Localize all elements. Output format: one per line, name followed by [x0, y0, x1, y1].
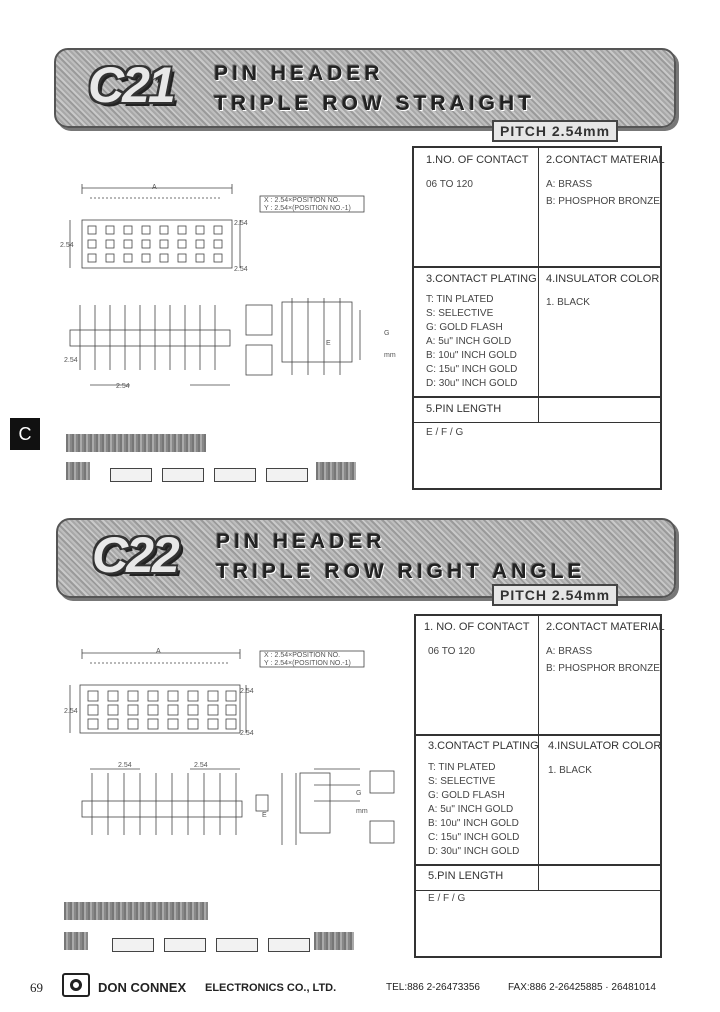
c21-dim-254-right-bottom: 2.54: [234, 266, 248, 273]
c21-plating-g: G: GOLD FLASH: [426, 322, 503, 333]
c21-contact-material-header: 2.CONTACT MATERIAL: [546, 154, 665, 166]
company-tel: TEL:886 2-26473356: [386, 982, 480, 993]
c21-material-b: B: PHOSPHOR BRONZE: [546, 196, 660, 207]
c21-technical-drawing: [60, 180, 410, 395]
c22-label-mm: mm: [356, 808, 368, 815]
company-fax: FAX:886 2-26425885 · 26481014: [508, 982, 656, 993]
c22-ordering-title-bar: [64, 902, 208, 920]
c21-order-field-4: [266, 468, 308, 482]
c22-insulator-header: 4.INSULATOR COLOR: [548, 740, 662, 752]
c22-plating-d: D: 30u" INCH GOLD: [428, 846, 520, 857]
c21-contact-no-value: 06 TO 120: [426, 179, 473, 190]
c21-insulator-header: 4.INSULATOR COLOR: [546, 273, 660, 285]
c22-title-line1: PIN HEADER: [216, 530, 386, 553]
c21-dim-254-bottom: 2.54: [116, 383, 130, 390]
c22-technical-drawing: [60, 645, 410, 865]
company-logo-icon: [62, 973, 90, 997]
company-name: DON CONNEX: [98, 980, 187, 995]
c22-y-formula: Y : 2.54×(POSITION NO.-1): [264, 660, 351, 667]
c21-dim-254-left: 2.54: [60, 242, 74, 249]
c21-pin-length-header: 5.PIN LENGTH: [426, 403, 502, 415]
c21-dim-254-right-top: 2.54: [234, 220, 248, 227]
c21-order-field-2: [162, 468, 204, 482]
c22-insulator-black: 1. BLACK: [548, 765, 592, 776]
c21-x-formula: X : 2.54×POSITION NO.: [264, 197, 341, 204]
c22-material-a: A: BRASS: [546, 646, 593, 657]
c22-order-field-3: [216, 938, 258, 952]
c22-order-field-2: [164, 938, 206, 952]
c22-plating-header: 3.CONTACT PLATING: [428, 740, 539, 752]
c22-pitch-badge: PITCH 2.54mm: [492, 584, 618, 606]
c21-dim-a: A: [152, 184, 157, 191]
c22-order-field-4: [268, 938, 310, 952]
c21-order-field-1: [110, 468, 152, 482]
c22-pin-length-value: E / F / G: [428, 893, 466, 904]
c22-plating-a: A: 5u" INCH GOLD: [428, 804, 514, 815]
c22-dim-254-left: 2.54: [64, 708, 78, 715]
c21-plating-b: B: 10u" INCH GOLD: [426, 350, 517, 361]
c22-ordering-prefix: [64, 932, 88, 950]
c22-material-b: B: PHOSPHOR BRONZE: [546, 663, 660, 674]
c21-pitch-badge: PITCH 2.54mm: [492, 120, 618, 142]
c21-contact-no-header: 1.NO. OF CONTACT: [426, 154, 529, 166]
c22-plating-s: S: SELECTIVE: [428, 776, 496, 787]
c22-ordering-suffix: [314, 932, 354, 950]
c21-pin-length-value: E / F / G: [426, 427, 464, 438]
c22-plating-b: B: 10u" INCH GOLD: [428, 818, 519, 829]
section-tab-c: C: [10, 418, 40, 450]
c21-order-field-3: [214, 468, 256, 482]
c21-plating-t: T: TIN PLATED: [426, 294, 494, 305]
c21-plating-d: D: 30u" INCH GOLD: [426, 378, 518, 389]
c21-plating-c: C: 15u" INCH GOLD: [426, 364, 518, 375]
c21-label-g: G: [384, 330, 390, 337]
page-number: 69: [30, 980, 43, 995]
c22-contact-material-header: 2.CONTACT MATERIAL: [546, 621, 665, 633]
c22-plating-g: G: GOLD FLASH: [428, 790, 505, 801]
c21-plating-a: A: 5u" INCH GOLD: [426, 336, 512, 347]
c22-dim-a: A: [156, 648, 161, 655]
c21-label-mm: mm: [384, 352, 396, 359]
c22-label-e: E: [262, 812, 267, 819]
c21-title-line1: PIN HEADER: [214, 62, 384, 85]
c22-contact-no-header: 1. NO. OF CONTACT: [424, 621, 530, 633]
c22-title-line2: TRIPLE ROW RIGHT ANGLE: [216, 560, 586, 583]
c21-ordering-title-bar: [66, 434, 206, 452]
c21-dim-254-side: 2.54: [64, 357, 78, 364]
company-suffix: ELECTRONICS CO., LTD.: [205, 982, 337, 994]
c22-dim-254-right-bottom: 2.54: [240, 730, 254, 737]
c22-order-field-1: [112, 938, 154, 952]
c21-plating-s: S: SELECTIVE: [426, 308, 494, 319]
c22-dim-254-top-left: 2.54: [118, 762, 132, 769]
c22-pin-length-header: 5.PIN LENGTH: [428, 870, 504, 882]
c21-ordering-suffix: [316, 462, 356, 480]
c21-insulator-black: 1. BLACK: [546, 297, 590, 308]
c22-x-formula: X : 2.54×POSITION NO.: [264, 652, 341, 659]
c21-model-title: C21: [88, 57, 174, 113]
c22-contact-no-value: 06 TO 120: [428, 646, 475, 657]
c21-title-line2: TRIPLE ROW STRAIGHT: [214, 92, 535, 115]
c22-plating-c: C: 15u" INCH GOLD: [428, 832, 520, 843]
c22-label-g: G: [356, 790, 362, 797]
c21-y-formula: Y : 2.54×(POSITION NO.-1): [264, 205, 351, 212]
c22-dim-254-top-right: 2.54: [194, 762, 208, 769]
c22-model-title: C22: [92, 527, 178, 583]
c21-label-e: E: [326, 340, 331, 347]
c21-plating-header: 3.CONTACT PLATING: [426, 273, 537, 285]
c22-dim-254-right-top: 2.54: [240, 688, 254, 695]
c22-plating-t: T: TIN PLATED: [428, 762, 496, 773]
c21-ordering-prefix: [66, 462, 90, 480]
c21-material-a: A: BRASS: [546, 179, 593, 190]
